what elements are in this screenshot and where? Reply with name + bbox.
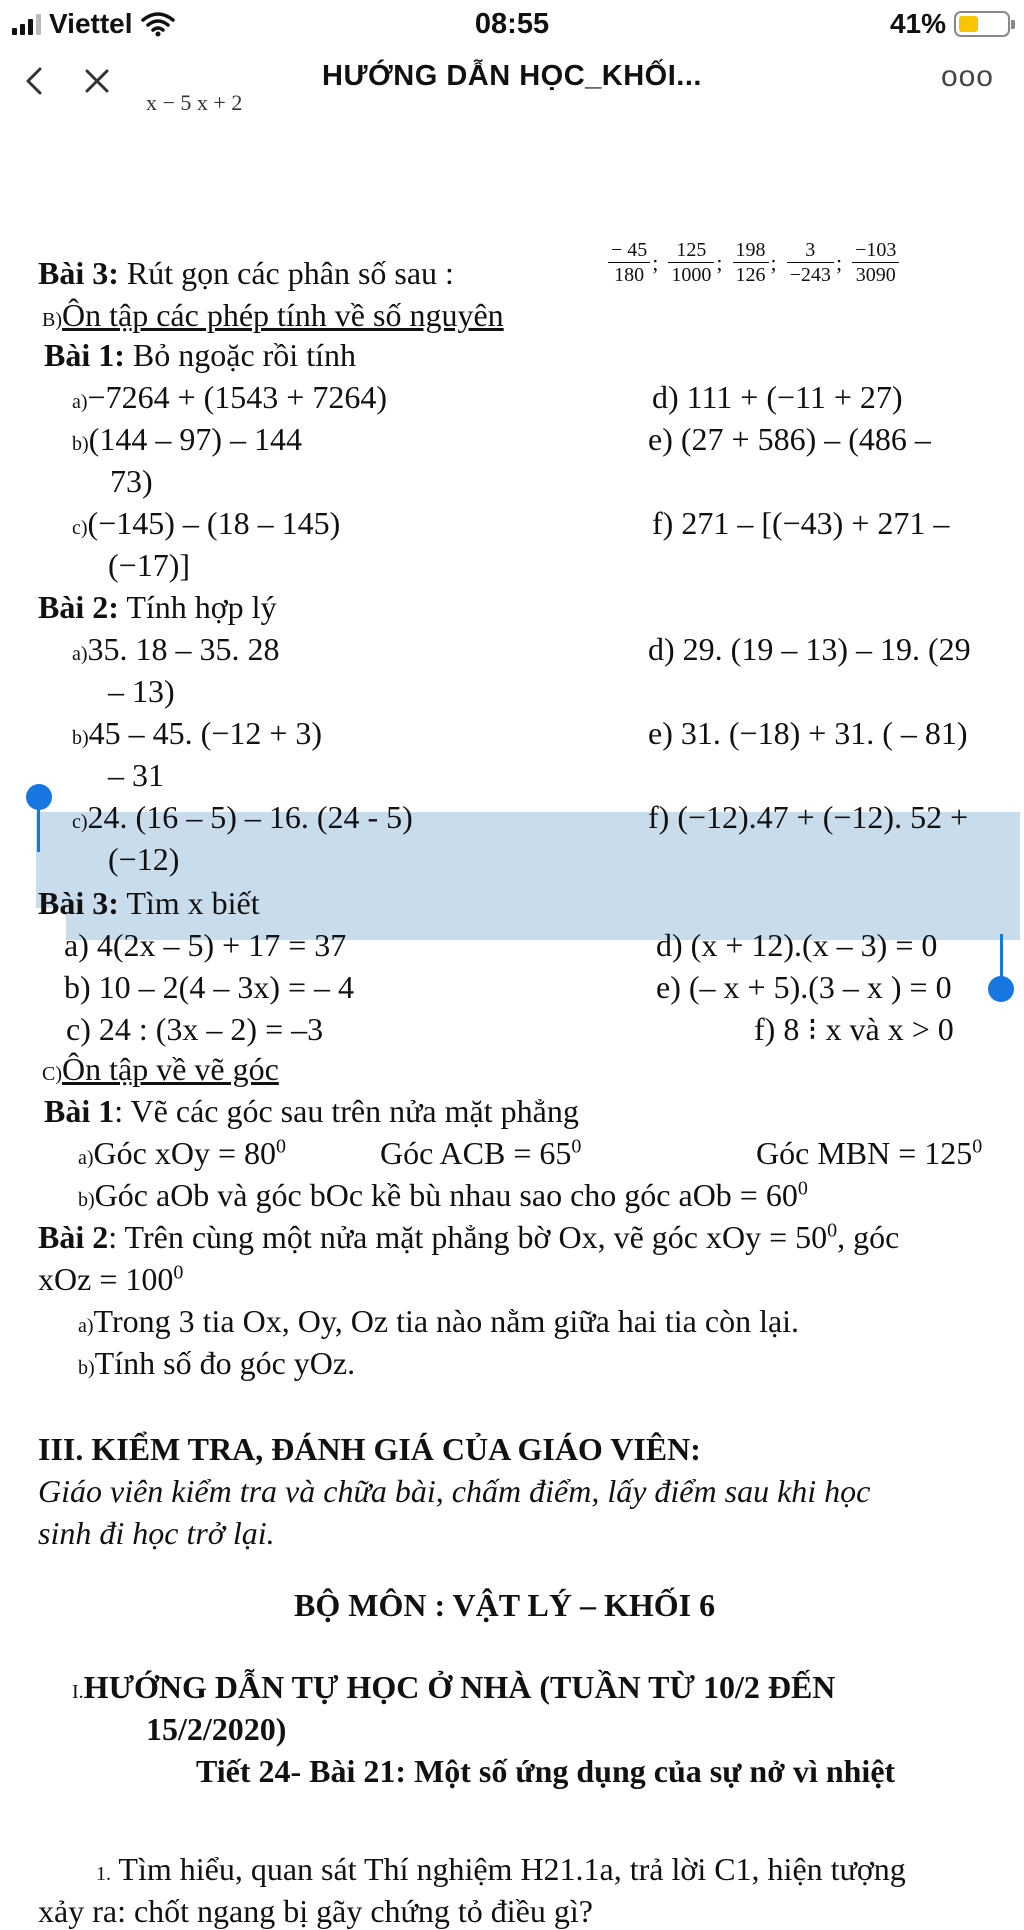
bai2-c: c)24. (16 – 5) – 16. (24 - 5)	[72, 799, 413, 835]
physics-part-i-cont: 15/2/2020)	[146, 1711, 287, 1747]
c-bai1-a3: Góc MBN = $125^0$	[756, 1135, 983, 1171]
bai3-c: c) 24 : (3x – 2) = –3	[66, 1011, 324, 1047]
fraction-5: $\frac{-103}{3090}$	[852, 238, 899, 287]
bai3-e: e) (– x + 5).(3 – x ) = 0	[656, 969, 952, 1005]
carrier-name: Viettel	[49, 8, 133, 39]
bai2-a-cont: – 13)	[108, 673, 175, 709]
bai2-e: e) 31. (−18) + 31. ( – 81)	[648, 715, 968, 751]
c-bai1-a: a)Góc xOy = $80^0$	[78, 1135, 287, 1171]
document-viewer[interactable]	[0, 90, 1024, 1929]
battery-percent: 41%	[889, 8, 946, 39]
bai3-rut-gon: Bài 3: Rút gọn các phân số sau :	[38, 255, 454, 291]
c-bai1-b: b)Góc aOb và góc bOc kề bù nhau sao cho góc aOb = $60^0$	[78, 1177, 808, 1213]
section-b-heading: B)Ôn tập các phép tính về số nguyên	[42, 297, 504, 333]
bai1-b-cont: 73)	[110, 463, 153, 499]
lesson-title: Tiết 24- Bài 21: Một số ứng dụng của sự nở vì nhiệt	[196, 1753, 896, 1789]
physics-item-1: 1. Tìm hiểu, quan sát Thí nghiệm H21.1a, trả lời C1, hiện tượng	[96, 1851, 906, 1887]
bai1-b: b)(144 – 97) – 144	[72, 421, 302, 457]
c-bai2-a: a)Trong 3 tia Ox, Oy, Oz tia nào nằm giữa hai tia còn lại.	[78, 1303, 800, 1339]
bai1-e: e) (27 + 586) – (486 –	[648, 421, 931, 457]
bai1-c: c)(−145) – (18 – 145)	[72, 505, 341, 541]
bai3-d: d) (x + 12).(x – 3) = 0	[656, 927, 938, 963]
bai1-c-cont: (−17)]	[108, 547, 191, 583]
bai2-f: f) (−12).47 + (−12). 52 +	[648, 799, 969, 835]
section-c-heading: C)Ôn tập về vẽ góc	[42, 1051, 279, 1087]
c-bai2-b: b)Tính số đo góc yOz.	[78, 1345, 356, 1381]
bai1-f: f) 271 – [(−43) + 271 –	[652, 505, 950, 541]
section-iii-heading: III. KIỂM TRA, ĐÁNH GIÁ CỦA GIÁO VIÊN:	[38, 1431, 701, 1467]
battery-status	[890, 8, 1010, 40]
section-iii-line1: Giáo viên kiểm tra và chữa bài, chấm điểm, lấy điểm sau khi học	[38, 1473, 871, 1509]
physics-part-i: I.HƯỚNG DẪN TỰ HỌC Ở NHÀ (TUẦN TỪ 10/2 ĐẾN	[72, 1669, 836, 1705]
more-options-icon[interactable]: ooo	[940, 60, 994, 93]
bai1-d: d) 111 + (−11 + 27)	[652, 379, 903, 415]
c-bai2-line1: Bài 2: Trên cùng một nửa mặt phẳng bờ Ox, vẽ góc xOy = $50^0$, góc	[38, 1219, 900, 1255]
fraction-1: $\frac{- 45}{180}$	[608, 238, 650, 287]
battery-icon	[954, 11, 1010, 37]
bai3-b: b) 10 – 2(4 – 3x) = – 4	[64, 969, 355, 1005]
bai2-d: d) 29. (19 – 13) – 19. (29	[648, 631, 971, 667]
selection-end-handle[interactable]	[988, 976, 1014, 1002]
battery-fill	[959, 16, 978, 32]
physics-item-1-cont: xảy ra: chốt ngang bị gãy chứng tỏ điều gì?	[38, 1893, 593, 1929]
c-bai1-heading: Bài 1: Vẽ các góc sau trên nửa mặt phẳng	[44, 1093, 579, 1129]
physics-heading: BỘ MÔN : VẬT LÝ – KHỐI 6	[294, 1587, 716, 1623]
selection-start-caret	[37, 798, 40, 852]
bai2-c-cont: (−12)	[108, 841, 180, 877]
fraction-list: $\frac{- 45}{180}$ ; $\frac{125}{1000}$ ; $\frac{198}{126}$ ; $\frac{3}{-243}$ ; $\frac{-103}{3090}$	[608, 234, 899, 288]
bai3-tim-x-heading: Bài 3: Tìm x biết	[38, 885, 260, 921]
bai1-a: a)−7264 + (1543 + 7264)	[72, 379, 387, 415]
bai3-f: f) 8 ⁝ x và x > 0	[754, 1011, 954, 1047]
document-title: HƯỚNG DẪN HỌC_KHỐI...	[322, 60, 702, 92]
bai2-b: b)45 – 45. (−12 + 3)	[72, 715, 323, 751]
bai2-b-cont: – 31	[108, 757, 164, 793]
bai1-heading: Bài 1: Bỏ ngoặc rồi tính	[44, 337, 356, 373]
fraction-4: $\frac{3}{-243}$	[787, 238, 834, 287]
clock: 08:55	[474, 8, 550, 40]
bai2-heading: Bài 2: Tính hợp lý	[38, 589, 277, 625]
bai3-a: a) 4(2x – 5) + 17 = 37	[64, 927, 347, 963]
fraction-3: $\frac{198}{126}$	[733, 238, 769, 287]
fraction-2: $\frac{125}{1000}$	[668, 238, 714, 287]
bai2-a: a)35. 18 – 35. 28	[72, 631, 280, 667]
clipped-line: x − 5 x + 2	[146, 90, 243, 115]
c-bai1-a2: Góc ACB = $65^0$	[380, 1135, 582, 1171]
c-bai2-line2: xOz = $100^0$	[38, 1261, 184, 1297]
status-bar	[0, 0, 1024, 50]
section-iii-line2: sinh đi học trở lại.	[38, 1515, 275, 1551]
